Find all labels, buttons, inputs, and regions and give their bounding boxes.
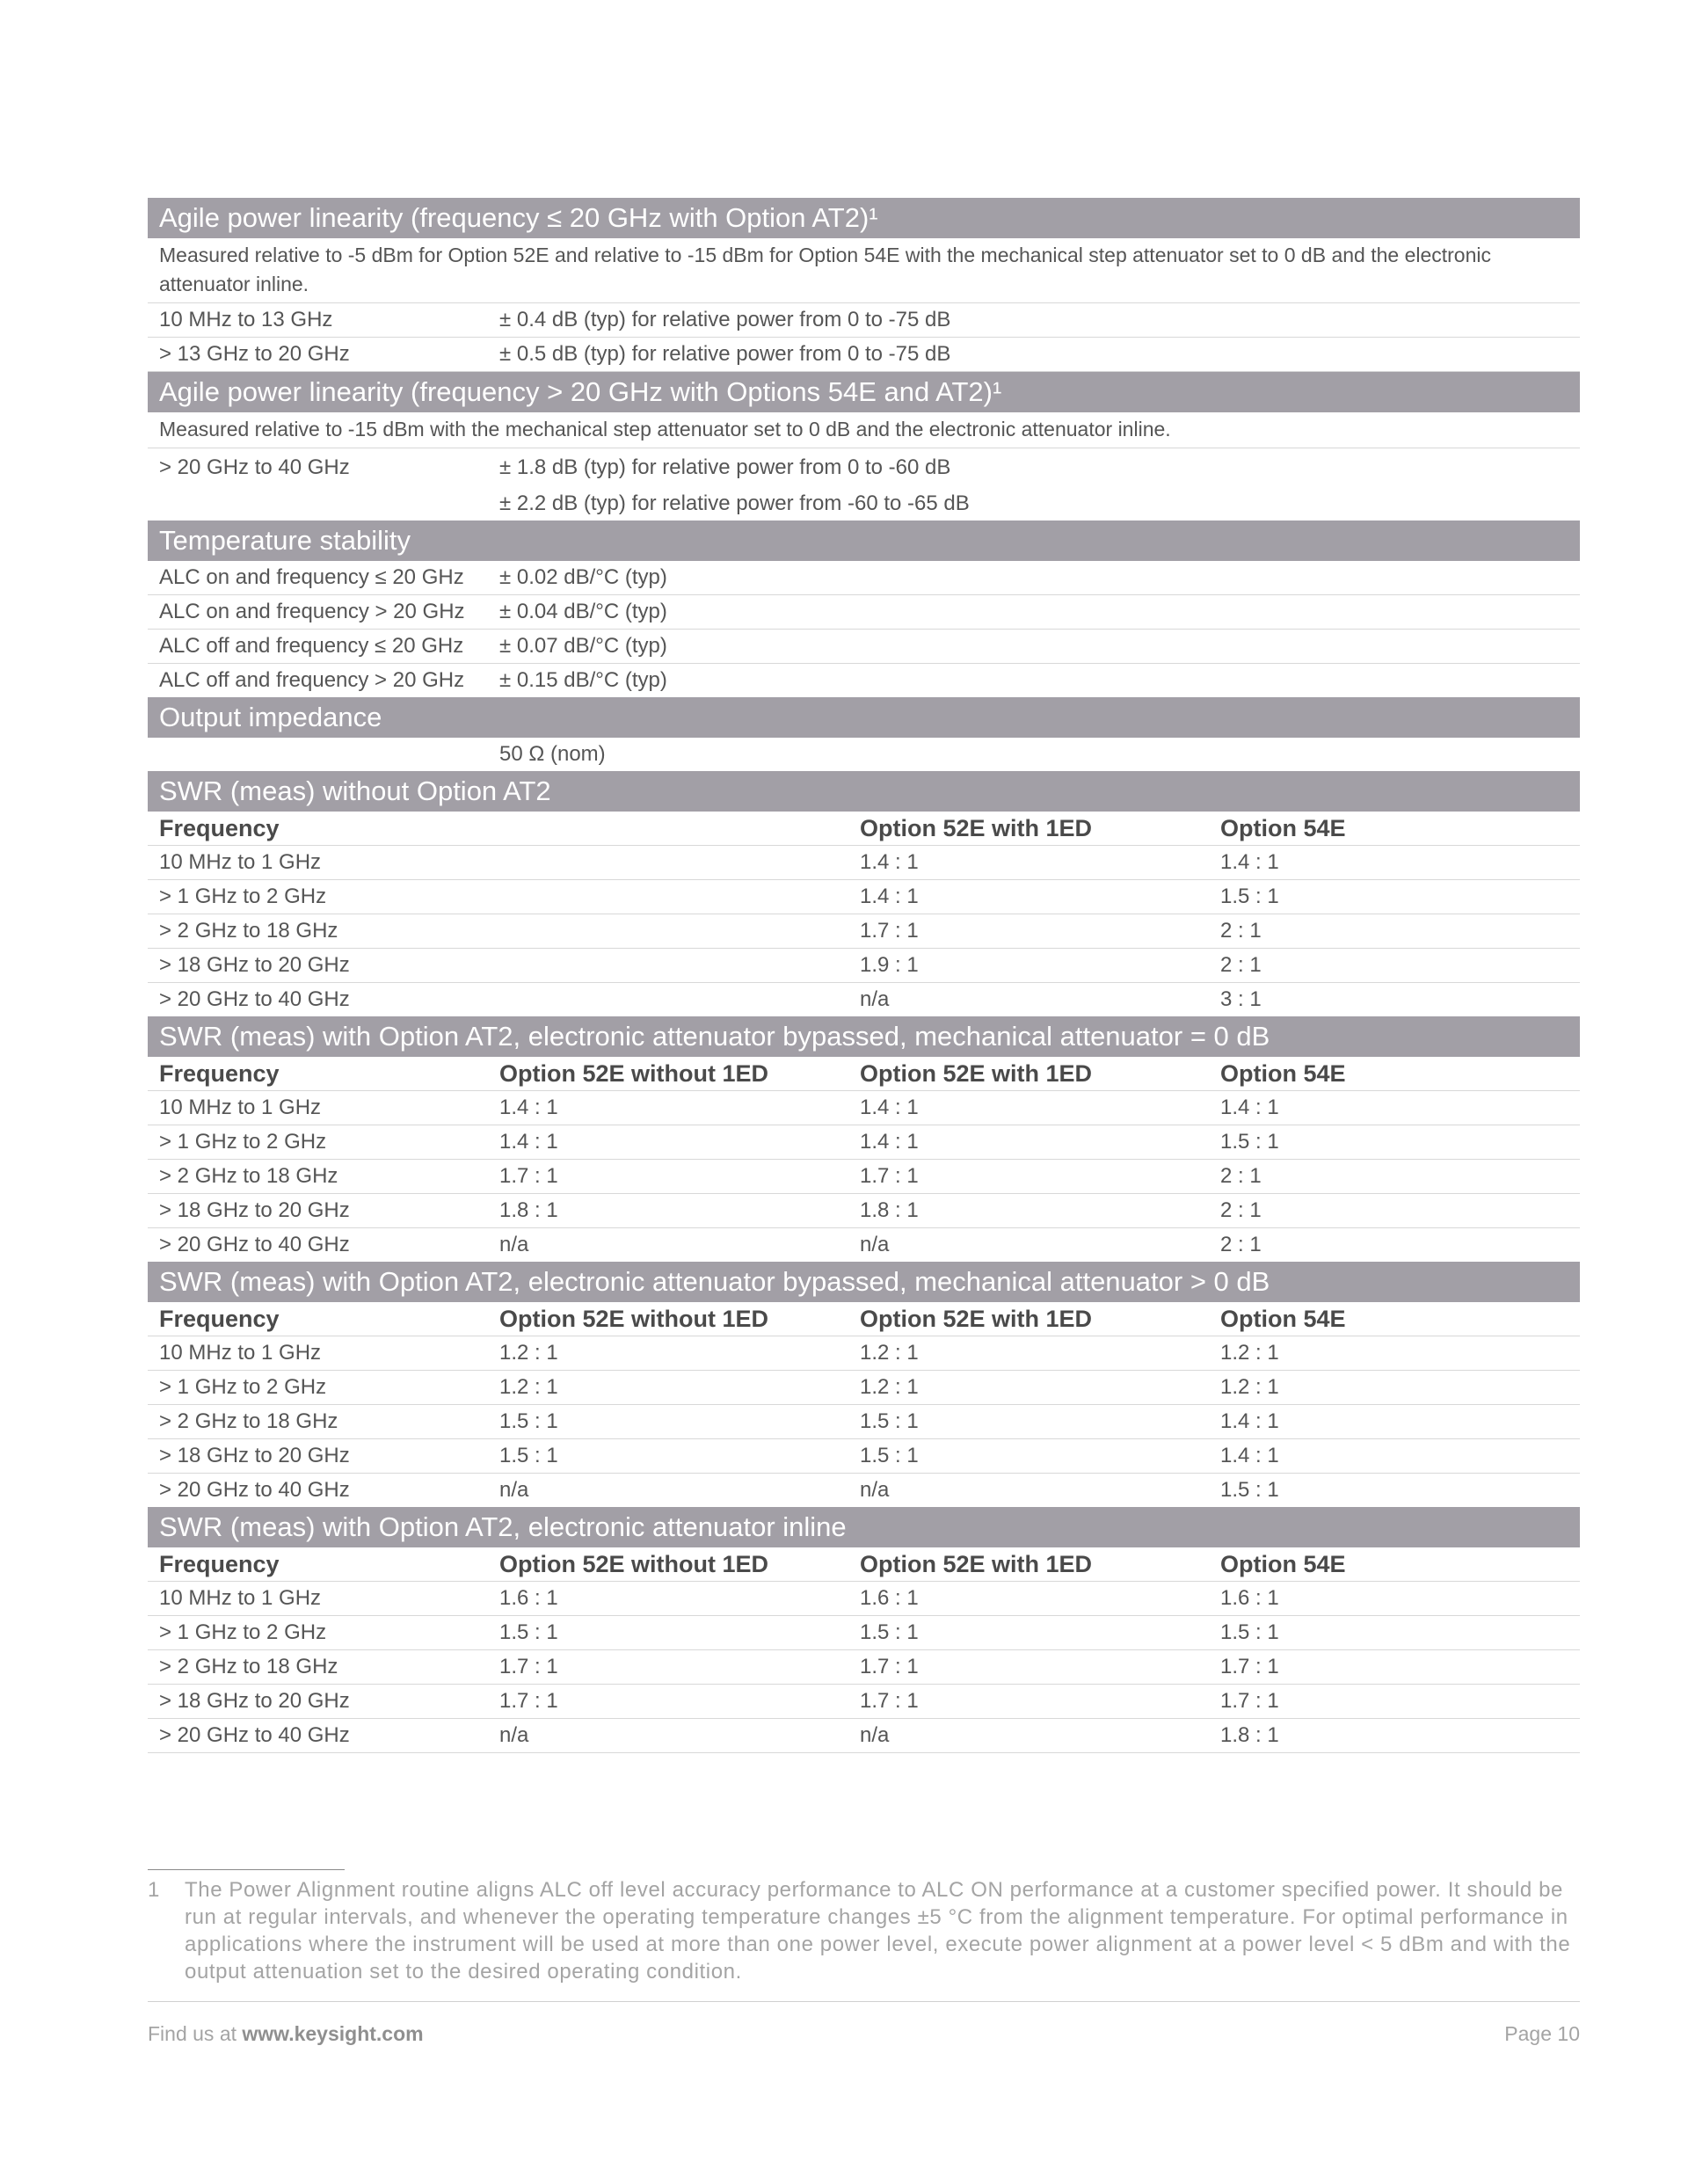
spec-value: ± 1.8 dB (typ) for relative power from 0 to -60 dB xyxy=(499,455,951,479)
table-row xyxy=(148,1125,1580,1160)
column-header: Option 52E without 1ED xyxy=(499,1551,769,1577)
table-cell: 1.8 : 1 xyxy=(499,1198,558,1222)
table-cell: 1.6 : 1 xyxy=(499,1586,558,1610)
table-cell: n/a xyxy=(499,1478,529,1502)
spec-value: 50 Ω (nom) xyxy=(499,742,606,766)
table-cell xyxy=(499,949,860,982)
table-header-row xyxy=(148,1547,1580,1582)
table-cell xyxy=(499,880,860,914)
spec-label: ALC off and frequency > 20 GHz xyxy=(159,668,465,692)
section-header-agile-power-linearity-le-20ghz: Agile power linearity (frequency ≤ 20 GHz with Option AT2)¹ xyxy=(148,198,1580,238)
table-row xyxy=(148,1439,1580,1474)
table-cell xyxy=(499,983,860,1016)
table-cell: 1.5 : 1 xyxy=(499,1444,558,1467)
table-cell: 1.8 : 1 xyxy=(860,1198,919,1222)
page-number: Page 10 xyxy=(1504,2022,1580,2045)
column-header: Option 52E with 1ED xyxy=(860,1551,1093,1577)
table-header-row xyxy=(148,812,1580,846)
column-header: Option 52E with 1ED xyxy=(860,1060,1093,1087)
spec-sheet xyxy=(148,198,1580,1753)
table-cell: 2 : 1 xyxy=(1220,1233,1262,1256)
column-header: Frequency xyxy=(159,1060,280,1087)
table-row xyxy=(148,1194,1580,1228)
footer-divider xyxy=(148,2001,1580,2002)
table-cell: > 20 GHz to 40 GHz xyxy=(159,987,350,1011)
section-header-agile-power-linearity-gt-20ghz: Agile power linearity (frequency > 20 GHz with Options 54E and AT2)¹ xyxy=(148,372,1580,412)
section-header-swr-at2-mech-gt-0db: SWR (meas) with Option AT2, electronic attenuator bypassed, mechanical attenuator > 0 dB xyxy=(148,1262,1580,1302)
spec-row xyxy=(148,630,1580,664)
table-cell: > 20 GHz to 40 GHz xyxy=(159,1233,350,1256)
spec-value: ± 0.15 dB/°C (typ) xyxy=(499,668,667,692)
table-row xyxy=(148,1228,1580,1262)
spec-row xyxy=(148,338,1580,372)
table-cell: n/a xyxy=(860,1723,890,1747)
table-cell: 1.5 : 1 xyxy=(860,1444,919,1467)
table-cell: 1.2 : 1 xyxy=(1220,1341,1279,1365)
table-cell: n/a xyxy=(499,1233,529,1256)
spec-label: > 13 GHz to 20 GHz xyxy=(159,342,350,366)
table-row xyxy=(148,1405,1580,1439)
column-header: Frequency xyxy=(159,1551,280,1577)
table-cell: n/a xyxy=(499,1723,529,1747)
footnote-text: The Power Alignment routine aligns ALC off level accuracy performance to ALC ON performance at a customer specified power. It should be run at regular intervals, and whenever the operating temperature changes ±5 °C from the alignment temperature. For optimal performance in applications where the instrument will be used at more than one power level, execute power alignment at a power level < 5 dBm and with the output attenuation set to the desired operating condition. xyxy=(185,1878,1571,1984)
table-row xyxy=(148,1371,1580,1405)
footer-prefix: Find us at xyxy=(148,2022,243,2045)
section-note: Measured relative to -15 dBm with the mechanical step attenuator set to 0 dB and the electronic attenuator inline. xyxy=(148,412,1580,448)
table-cell: 1.4 : 1 xyxy=(499,1130,558,1154)
table-cell: 1.4 : 1 xyxy=(1220,1409,1279,1433)
table-row xyxy=(148,1474,1580,1507)
spec-value: ± 0.5 dB (typ) for relative power from 0 to -75 dB xyxy=(499,342,951,366)
table-cell: > 2 GHz to 18 GHz xyxy=(159,919,338,943)
spec-label: ALC on and frequency > 20 GHz xyxy=(159,600,465,623)
spec-label xyxy=(148,738,499,771)
column-header: Option 52E without 1ED xyxy=(499,1306,769,1332)
table-cell: 2 : 1 xyxy=(1220,1198,1262,1222)
table-cell: 1.7 : 1 xyxy=(499,1655,558,1678)
table-cell: 10 MHz to 1 GHz xyxy=(159,1341,322,1365)
table-row xyxy=(148,1650,1580,1685)
table-cell: 1.4 : 1 xyxy=(860,885,919,908)
spec-row xyxy=(148,561,1580,595)
table-header-row xyxy=(148,1302,1580,1336)
table-cell: 1.7 : 1 xyxy=(1220,1689,1279,1713)
table-cell: > 2 GHz to 18 GHz xyxy=(159,1164,338,1188)
table-cell: > 20 GHz to 40 GHz xyxy=(159,1723,350,1747)
table-cell: 1.9 : 1 xyxy=(860,953,919,977)
section-header-swr-without-at2: SWR (meas) without Option AT2 xyxy=(148,771,1580,812)
spec-row xyxy=(148,303,1580,338)
table-cell: 1.5 : 1 xyxy=(1220,1130,1279,1154)
table-row xyxy=(148,1719,1580,1753)
table-cell: 1.6 : 1 xyxy=(1220,1586,1279,1610)
table-cell: 1.4 : 1 xyxy=(1220,850,1279,874)
section-header-output-impedance: Output impedance xyxy=(148,697,1580,738)
table-cell: 1.4 : 1 xyxy=(860,1130,919,1154)
table-cell: 1.7 : 1 xyxy=(1220,1655,1279,1678)
table-row xyxy=(148,1685,1580,1719)
table-row xyxy=(148,846,1580,880)
footnote-divider xyxy=(148,1869,345,1870)
table-cell: > 2 GHz to 18 GHz xyxy=(159,1409,338,1433)
table-row xyxy=(148,1582,1580,1616)
section-note: Measured relative to -5 dBm for Option 52E and relative to -15 dBm for Option 54E with the mechanical step attenuator set to 0 dB and the electronic attenuator inline. xyxy=(148,238,1580,303)
spec-value: ± 0.4 dB (typ) for relative power from 0 to -75 dB xyxy=(499,308,951,331)
table-cell: 1.2 : 1 xyxy=(860,1341,919,1365)
table-row xyxy=(148,1160,1580,1194)
table-cell: > 18 GHz to 20 GHz xyxy=(159,1444,350,1467)
column-header: Option 52E without 1ED xyxy=(499,1060,769,1087)
spec-value: ± 2.2 dB (typ) for relative power from -60 to -65 dB xyxy=(499,491,970,515)
table-row xyxy=(148,1091,1580,1125)
table-cell: 1.4 : 1 xyxy=(499,1096,558,1119)
section-header-swr-at2-mech-0db: SWR (meas) with Option AT2, electronic attenuator bypassed, mechanical attenuator = 0 dB xyxy=(148,1016,1580,1057)
table-header-row xyxy=(148,1057,1580,1091)
column-header: Frequency xyxy=(159,1306,280,1332)
footer-contact xyxy=(148,2022,424,2046)
table-cell: 2 : 1 xyxy=(1220,953,1262,977)
table-cell: > 1 GHz to 2 GHz xyxy=(159,1620,327,1644)
table-cell: 3 : 1 xyxy=(1220,987,1262,1011)
column-header: Option 54E xyxy=(1220,1306,1346,1332)
table-cell: > 1 GHz to 2 GHz xyxy=(159,1375,327,1399)
table-cell: 1.8 : 1 xyxy=(1220,1723,1279,1747)
table-row xyxy=(148,1616,1580,1650)
table-row xyxy=(148,983,1580,1016)
table-cell: n/a xyxy=(860,987,890,1011)
spec-label: ALC on and frequency ≤ 20 GHz xyxy=(159,565,464,589)
spec-row xyxy=(148,595,1580,630)
column-header: Option 52E with 1ED xyxy=(860,815,1093,841)
column-header: Option 54E xyxy=(1220,815,1346,841)
table-cell: 1.7 : 1 xyxy=(860,1689,919,1713)
column-header: Option 52E with 1ED xyxy=(860,1306,1093,1332)
table-cell: 1.4 : 1 xyxy=(1220,1444,1279,1467)
table-cell: > 1 GHz to 2 GHz xyxy=(159,1130,327,1154)
table-cell: 10 MHz to 1 GHz xyxy=(159,850,322,874)
table-cell: 1.5 : 1 xyxy=(1220,885,1279,908)
spec-value: ± 0.02 dB/°C (typ) xyxy=(499,565,667,589)
table-cell: 1.2 : 1 xyxy=(860,1375,919,1399)
table-cell xyxy=(499,914,860,948)
section-header-temperature-stability: Temperature stability xyxy=(148,521,1580,561)
table-row xyxy=(148,949,1580,983)
spec-label: ALC off and frequency ≤ 20 GHz xyxy=(159,634,464,658)
footnote-number: 1 xyxy=(148,1878,160,1902)
table-cell: 1.2 : 1 xyxy=(499,1341,558,1365)
table-cell: 1.7 : 1 xyxy=(860,1655,919,1678)
table-cell: 1.2 : 1 xyxy=(1220,1375,1279,1399)
spec-value: ± 0.07 dB/°C (typ) xyxy=(499,634,667,658)
spec-row xyxy=(148,738,1580,771)
table-cell: 1.4 : 1 xyxy=(1220,1096,1279,1119)
table-row xyxy=(148,914,1580,949)
footnote xyxy=(148,1876,1580,1985)
table-cell: 1.4 : 1 xyxy=(860,850,919,874)
table-cell: 1.7 : 1 xyxy=(860,1164,919,1188)
table-row xyxy=(148,1336,1580,1371)
table-cell: > 1 GHz to 2 GHz xyxy=(159,885,327,908)
spec-row xyxy=(148,448,1580,487)
table-cell: 10 MHz to 1 GHz xyxy=(159,1586,322,1610)
table-cell: 1.5 : 1 xyxy=(1220,1620,1279,1644)
table-cell: n/a xyxy=(860,1478,890,1502)
table-cell: 1.7 : 1 xyxy=(499,1689,558,1713)
table-cell: 1.5 : 1 xyxy=(1220,1478,1279,1502)
spec-row xyxy=(148,487,1580,521)
section-header-swr-at2-inline: SWR (meas) with Option AT2, electronic attenuator inline xyxy=(148,1507,1580,1547)
table-cell xyxy=(499,846,860,879)
column-header: Option 54E xyxy=(1220,1551,1346,1577)
table-cell: 1.5 : 1 xyxy=(860,1409,919,1433)
table-row xyxy=(148,880,1580,914)
table-cell: 1.2 : 1 xyxy=(499,1375,558,1399)
column-header: Option 54E xyxy=(1220,1060,1346,1087)
table-cell: > 20 GHz to 40 GHz xyxy=(159,1478,350,1502)
table-cell: 1.7 : 1 xyxy=(499,1164,558,1188)
table-cell: > 18 GHz to 20 GHz xyxy=(159,953,350,977)
table-cell: 10 MHz to 1 GHz xyxy=(159,1096,322,1119)
spec-label: 10 MHz to 13 GHz xyxy=(159,308,333,331)
table-cell: 1.5 : 1 xyxy=(499,1409,558,1433)
table-cell: 2 : 1 xyxy=(1220,919,1262,943)
column-header: Frequency xyxy=(159,815,280,841)
spec-value: ± 0.04 dB/°C (typ) xyxy=(499,600,667,623)
table-cell: 1.6 : 1 xyxy=(860,1586,919,1610)
table-cell: 1.5 : 1 xyxy=(499,1620,558,1644)
spec-label: > 20 GHz to 40 GHz xyxy=(159,455,350,479)
column-header xyxy=(499,812,860,845)
spec-row xyxy=(148,664,1580,697)
table-cell: 1.4 : 1 xyxy=(860,1096,919,1119)
table-cell: 1.7 : 1 xyxy=(860,919,919,943)
footer-website-link[interactable]: www.keysight.com xyxy=(242,2022,424,2045)
table-cell: > 2 GHz to 18 GHz xyxy=(159,1655,338,1678)
table-cell: > 18 GHz to 20 GHz xyxy=(159,1198,350,1222)
table-cell: 2 : 1 xyxy=(1220,1164,1262,1188)
table-cell: > 18 GHz to 20 GHz xyxy=(159,1689,350,1713)
table-cell: n/a xyxy=(860,1233,890,1256)
spec-label xyxy=(148,487,499,521)
table-cell: 1.5 : 1 xyxy=(860,1620,919,1644)
